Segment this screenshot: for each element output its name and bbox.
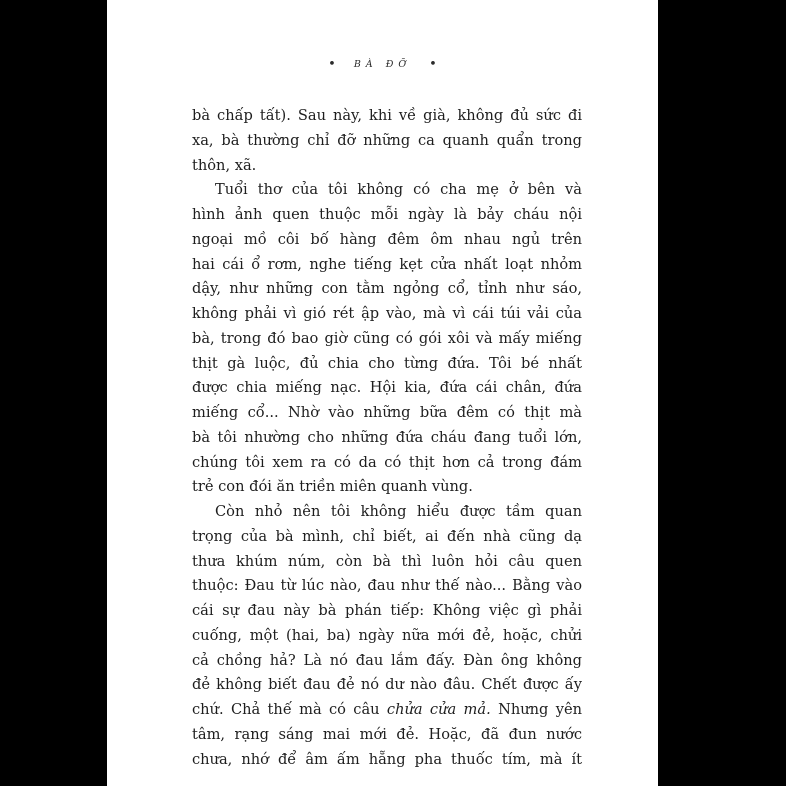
text-line: không phải vì gió rét ập vào, mà vì cái túi vải của — [192, 305, 582, 322]
text-line: chúng tôi xem ra có da có thịt hơn cả trong đám — [192, 453, 582, 471]
text-line: Còn nhỏ nên tôi không hiểu được tầm quan — [215, 503, 582, 520]
text-line: xa, bà thường chỉ đỡ những ca quanh quẩn trong — [192, 131, 582, 149]
text-line: chưa, nhớ để âm ấm hẵng pha thuốc tím, mà ít — [192, 750, 582, 768]
text-segment: chứ. Chả thế mà có câu — [192, 701, 380, 718]
text-line: bà chấp tất). Sau này, khi về già, không đủ sức đi — [192, 107, 582, 124]
text-line: cả chồng hả? Là nó đau lắm đấy. Đàn ông không — [192, 651, 582, 669]
text-line: thịt gà luộc, đủ chia cho từng đứa. Tôi bé nhất — [192, 354, 582, 372]
text-line: dậy, như những con tằm ngỏng cổ, tỉnh như sáo, — [192, 280, 582, 298]
text-line: trẻ con đói ăn triền miên quanh vùng. — [192, 478, 473, 496]
running-head-title: BÀ ĐỠ — [353, 59, 412, 70]
text-line: tâm, rạng sáng mai mới đẻ. Hoặc, đã đun nước — [192, 725, 582, 743]
text-line: miếng cổ... Nhờ vào những bữa đêm có thịt mà — [192, 404, 582, 421]
text-line: thôn, xã. — [192, 156, 257, 174]
text-line: hình ảnh quen thuộc mỗi ngày là bảy cháu nội — [192, 206, 582, 223]
text-line: đẻ không biết đau đẻ nó dư nào đâu. Chết được ấy — [192, 676, 582, 694]
text-line-mixed — [192, 698, 582, 723]
text-line: thuộc: Đau từ lúc nào, đau như thế nào... Bằng vào — [192, 577, 582, 595]
text-line: thưa khúm núm, còn bà thì luôn hỏi câu quen — [192, 552, 582, 570]
running-head-left-ornament: • — [328, 57, 336, 72]
running-head-right-ornament: • — [429, 57, 437, 72]
book-page — [107, 0, 658, 786]
body-text — [192, 104, 582, 772]
text-line: bà tôi nhường cho những đứa cháu đang tuổi lớn, — [192, 428, 582, 446]
text-line: cuống, một (hai, ba) ngày nữa mới đẻ, hoặc, chửi — [192, 626, 582, 644]
text-line: ngoại mồ côi bố hàng đêm ôm nhau ngủ trên — [192, 230, 582, 248]
text-line: hai cái ổ rơm, nghe tiếng kẹt cửa nhất loạt nhỏm — [192, 255, 582, 273]
text-line: được chia miếng nạc. Hội kia, đứa cái chân, đứa — [192, 379, 582, 397]
text-line: Tuổi thơ của tôi không có cha mẹ ở bên và — [215, 181, 582, 199]
text-line: bà, trong đó bao giờ cũng có gói xôi và mấy miếng — [192, 329, 582, 347]
running-head — [107, 56, 658, 71]
italic-phrase: chửa cửa mả. — [386, 701, 491, 718]
text-line: cái sự đau này bà phán tiếp: Không việc gì phải — [192, 602, 582, 619]
text-line: trọng của bà mình, chỉ biết, ai đến nhà cũng dạ — [192, 527, 582, 545]
text-segment: Nhưng yên — [498, 701, 583, 718]
